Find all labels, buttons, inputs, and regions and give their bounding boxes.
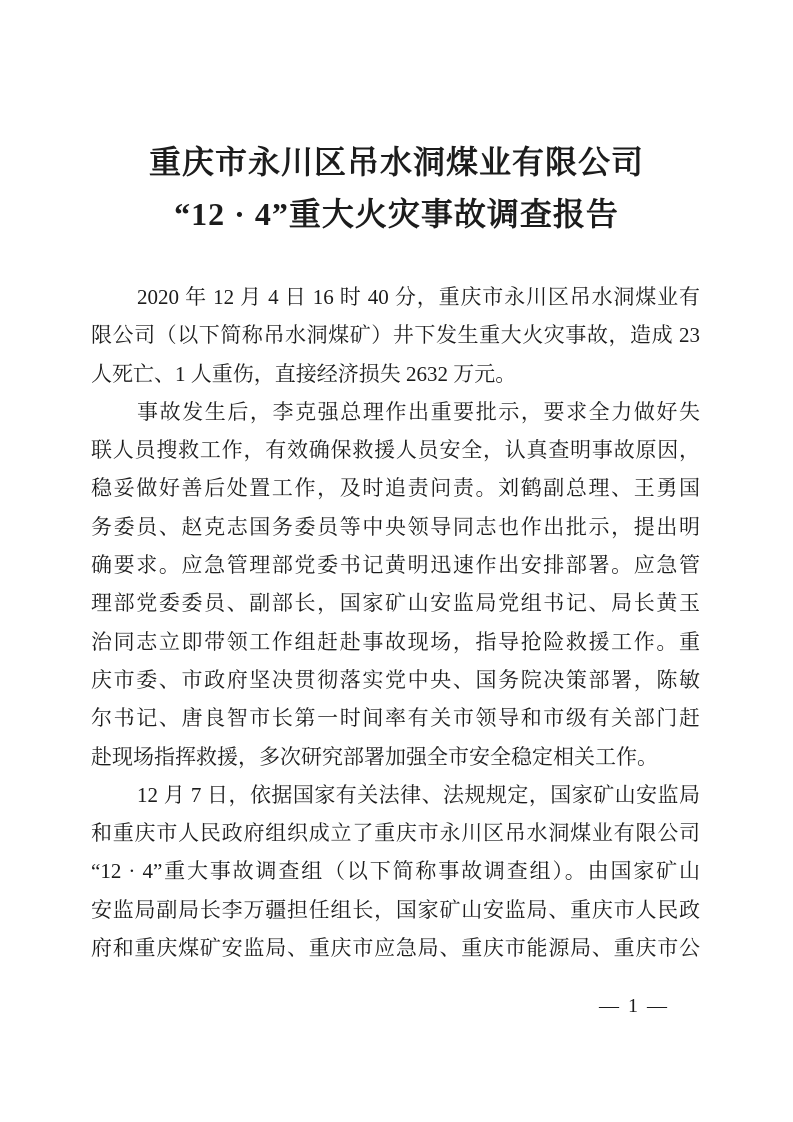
text-line: 安监局副局长李万疆担任组长，国家矿山安监局、重庆市人民政	[91, 897, 700, 922]
report-title-line-1: 重庆市永川区吊水洞煤业有限公司	[148, 144, 644, 180]
text-line: 人死亡、1 人重伤，直接经济损失 2632 万元。	[91, 361, 517, 386]
report-title	[0, 136, 793, 240]
text-line: 2020 年 12 月 4 日 16 时 40 分，重庆市永川区吊水洞煤业有	[137, 285, 700, 309]
paragraph	[91, 393, 700, 776]
text-line: 治同志立即带领工作组赶赴事故现场，指导抢险救援工作。重	[91, 629, 700, 654]
paragraph	[91, 776, 700, 967]
text-line: 事故发生后，李克强总理作出重要批示，要求全力做好失	[137, 399, 700, 424]
text-line: 联人员搜救工作，有效确保救援人员安全，认真查明事故原因，	[91, 438, 700, 463]
text-line: 赴现场指挥救援，多次研究部署加强全市安全稳定相关工作。	[91, 744, 658, 769]
text-line: 务委员、赵克志国务委员等中央领导同志也作出批示，提出明	[91, 514, 700, 539]
text-line: 12 月 7 日，依据国家有关法律、法规规定，国家矿山安监局	[137, 782, 700, 807]
text-line: “12 · 4”重大事故调查组（以下简称事故调查组）。由国家矿山	[91, 859, 700, 884]
text-line: 和重庆市人民政府组织成立了重庆市永川区吊水洞煤业有限公司	[91, 821, 700, 846]
text-line: 确要求。应急管理部党委书记黄明迅速作出安排部署。应急管	[91, 553, 700, 578]
text-line: 尔书记、唐良智市长第一时间率有关市领导和市级有关部门赶	[91, 706, 700, 731]
paragraph	[91, 278, 700, 393]
text-line: 庆市委、市政府坚决贯彻落实党中央、国务院决策部署，陈敏	[91, 667, 700, 692]
report-title-line-2: “12 · 4”重大火灾事故调查报告	[174, 196, 619, 232]
text-line: 限公司（以下简称吊水洞煤矿）井下发生重大火灾事故，造成 23	[91, 323, 700, 348]
page-number: — 1 —	[599, 995, 669, 1017]
text-line: 稳妥做好善后处置工作，及时追责问责。刘鹤副总理、王勇国	[91, 476, 700, 501]
text-line: 理部党委委员、副部长，国家矿山安监局党组书记、局长黄玉	[91, 591, 700, 616]
text-line: 府和重庆煤矿安监局、重庆市应急局、重庆市能源局、重庆市公	[91, 936, 700, 961]
report-body	[91, 278, 700, 967]
